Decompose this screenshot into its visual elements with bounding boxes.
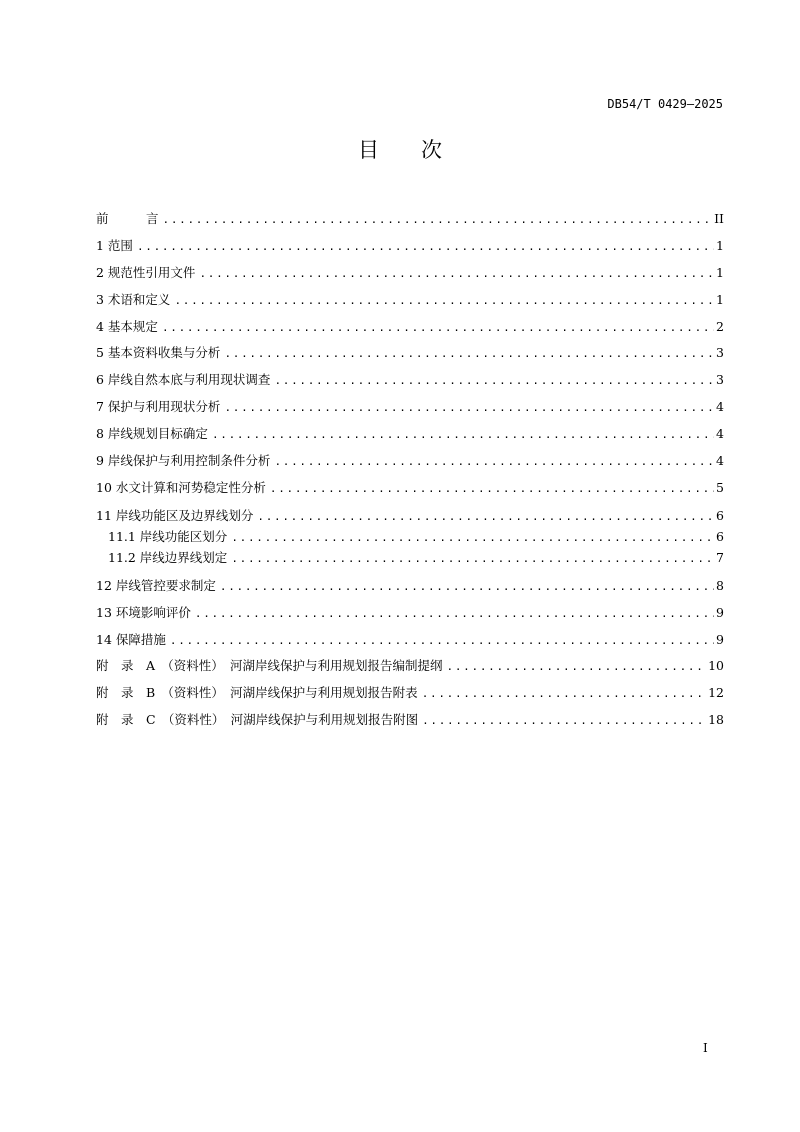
- toc-leader-dots: [212, 422, 714, 449]
- toc-leader-dots: [422, 681, 706, 708]
- toc-entry-page: 8: [716, 577, 724, 593]
- toc-leader-dots: [162, 315, 714, 342]
- toc-leader-dots: [224, 395, 714, 422]
- toc-entry-label: 附 录 B （资料性） 河湖岸线保护与利用规划报告附表: [96, 685, 418, 701]
- toc-entry-appendix-c[interactable]: [96, 707, 724, 734]
- toc-entry-page: 12: [708, 685, 724, 701]
- toc-leader-dots: [199, 261, 714, 288]
- toc-entry-page: 2: [716, 318, 724, 334]
- toc-entry-page: 1: [716, 291, 724, 307]
- toc-leader-dots: [422, 708, 706, 735]
- toc-entry-11-2[interactable]: [96, 547, 724, 573]
- toc-entry-11-1[interactable]: [96, 526, 724, 547]
- toc-entry-label: 6 岸线自然本底与利用现状调查: [96, 372, 271, 388]
- toc-entry-page: 4: [716, 399, 724, 415]
- toc-entry-label: 7 保护与利用现状分析: [96, 399, 221, 415]
- toc-entry-12[interactable]: [96, 573, 724, 600]
- toc-entry-4[interactable]: [96, 314, 724, 341]
- toc-leader-dots: [274, 368, 714, 395]
- toc-entry-label: 3 术语和定义: [96, 291, 171, 307]
- toc-entry-label: 附 录 C （资料性） 河湖岸线保护与利用规划报告附图: [96, 712, 419, 728]
- toc-entry-label: 4 基本规定: [96, 318, 158, 334]
- toc-entry-label: 1 范围: [96, 237, 133, 253]
- toc-entry-foreword[interactable]: [96, 206, 724, 233]
- toc-list: [96, 206, 724, 734]
- toc-title: 目 次: [358, 138, 442, 162]
- toc-entry-6[interactable]: [96, 367, 724, 394]
- toc-entry-3[interactable]: [96, 287, 724, 314]
- toc-entry-14[interactable]: [96, 627, 724, 654]
- toc-leader-dots: [195, 601, 714, 628]
- toc-entry-label: 14 保障措施: [96, 631, 166, 647]
- toc-entry-label: 8 岸线规划目标确定: [96, 426, 208, 442]
- toc-entry-label: 11 岸线功能区及边界线划分: [96, 507, 254, 523]
- toc-entry-11[interactable]: [96, 505, 724, 526]
- toc-entry-page: 9: [716, 631, 724, 647]
- toc-entry-13[interactable]: [96, 600, 724, 627]
- toc-entry-appendix-a[interactable]: [96, 653, 724, 680]
- toc-entry-label: 前 言: [96, 211, 159, 226]
- toc-leader-dots: [170, 628, 714, 655]
- toc-leader-dots: [231, 548, 714, 569]
- toc-entry-page: 9: [716, 604, 724, 620]
- toc-leader-dots: [163, 207, 713, 234]
- toc-entry-label: 附 录 A （资料性） 河湖岸线保护与利用规划报告编制提纲: [96, 658, 443, 674]
- toc-entry-page: 5: [716, 479, 724, 495]
- toc-entry-label: 10 水文计算和河势稳定性分析: [96, 479, 266, 495]
- toc-entry-9[interactable]: [96, 448, 724, 475]
- toc-entry-label: 5 基本资料收集与分析: [96, 345, 221, 361]
- toc-entry-page: 7: [716, 549, 724, 565]
- toc-entry-label: 9 岸线保护与利用控制条件分析: [96, 453, 271, 469]
- document-code: DB54/T 0429—2025: [607, 97, 723, 111]
- toc-entry-8[interactable]: [96, 421, 724, 448]
- toc-entry-page: 1: [716, 264, 724, 280]
- toc-entry-label: 12 岸线管控要求制定: [96, 577, 216, 593]
- toc-entry-page: 6: [716, 528, 724, 544]
- toc-entry-5[interactable]: [96, 340, 724, 367]
- toc-entry-page: 3: [716, 372, 724, 388]
- toc-entry-label: 13 环境影响评价: [96, 604, 191, 620]
- toc-leader-dots: [231, 527, 714, 548]
- toc-entry-2[interactable]: [96, 260, 724, 287]
- toc-entry-7[interactable]: [96, 394, 724, 421]
- toc-entry-page: 4: [716, 453, 724, 469]
- toc-entry-page: 10: [708, 658, 724, 674]
- page-number: I: [703, 1041, 708, 1055]
- toc-entry-page: 18: [708, 712, 724, 728]
- toc-leader-dots: [220, 574, 714, 601]
- toc-leader-dots: [447, 654, 707, 681]
- toc-leader-dots: [274, 449, 714, 476]
- toc-entry-1[interactable]: [96, 233, 724, 260]
- toc-leader-dots: [174, 288, 714, 315]
- toc-entry-appendix-b[interactable]: [96, 680, 724, 707]
- toc-entry-page: 6: [716, 507, 724, 523]
- toc-entry-label: 11.2 岸线边界线划定: [108, 549, 228, 565]
- toc-entry-page: II: [714, 211, 724, 226]
- toc-leader-dots: [257, 506, 714, 527]
- toc-leader-dots: [270, 476, 714, 503]
- toc-entry-page: 3: [716, 345, 724, 361]
- toc-leader-dots: [224, 341, 714, 368]
- toc-entry-10[interactable]: [96, 475, 724, 502]
- toc-entry-label: 2 规范性引用文件: [96, 264, 196, 280]
- toc-entry-page: 1: [716, 237, 724, 253]
- toc-entry-label: 11.1 岸线功能区划分: [108, 528, 228, 544]
- toc-leader-dots: [137, 234, 714, 261]
- toc-entry-page: 4: [716, 426, 724, 442]
